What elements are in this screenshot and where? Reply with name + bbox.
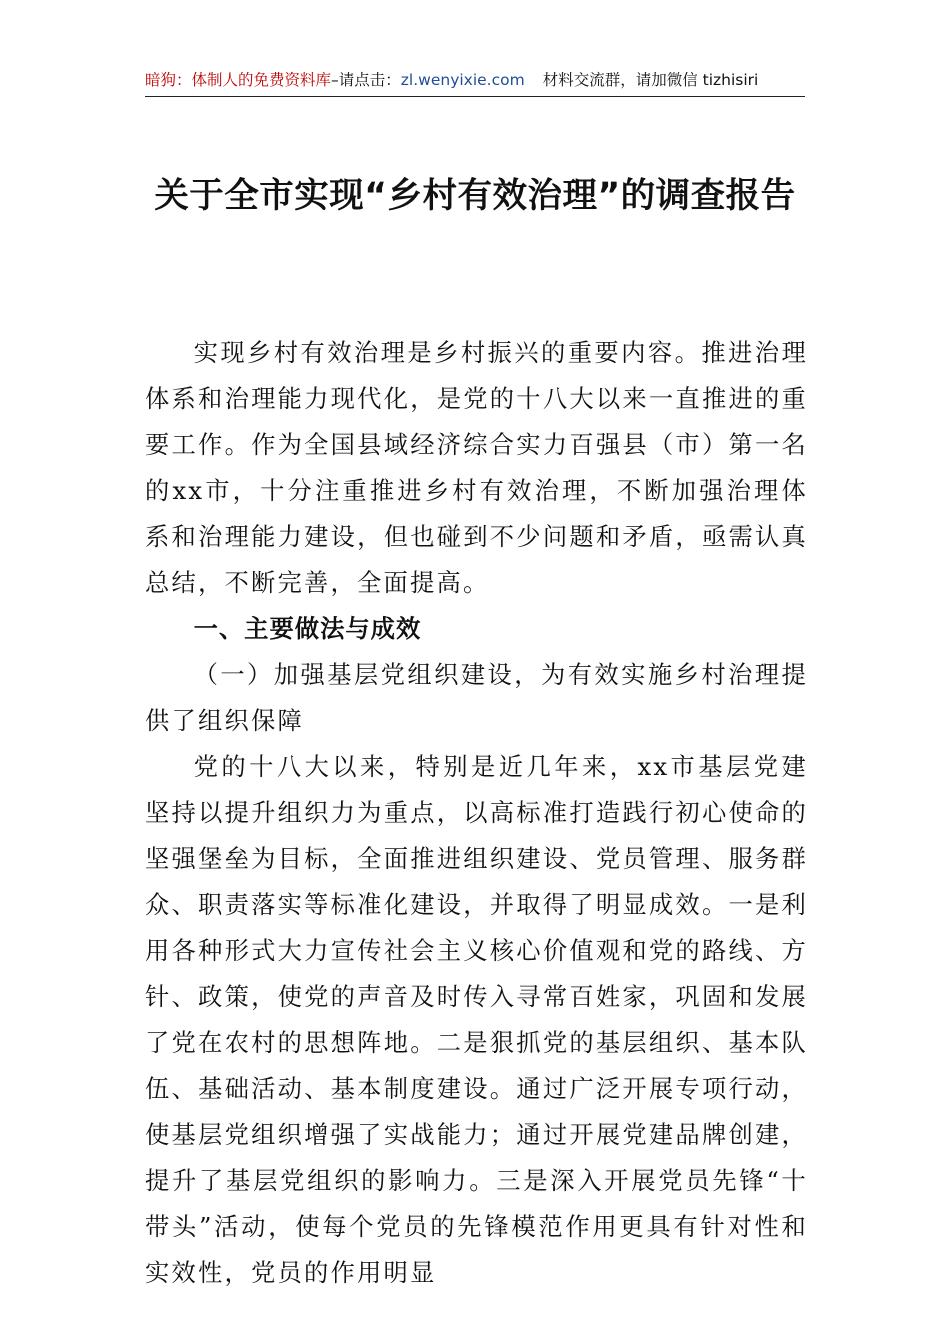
document-title: 关于全市实现“乡村有效治理”的调查报告 [154, 176, 796, 216]
header-click-prompt: –请点击： [331, 71, 401, 89]
document-body [145, 330, 808, 1296]
subsection-heading: （一）加强基层党组织建设，为有效实施乡村治理提供了组织保障 [145, 660, 808, 735]
intro-paragraph: 实现乡村有效治理是乡村振兴的重要内容。推进治理体系和治理能力现代化，是党的十八大以来一直推进的重要工作。作为全国县域经济综合实力百强县（市）第一名的xx市，十分注重推进乡村有效治理，不断加强治理体系和治理能力建设，但也碰到不少问题和矛盾，亟需认真总结，不断完善，全面提高。 [145, 338, 808, 597]
header-group-text: 材料交流群，请加微信 tizhisiri [542, 71, 759, 89]
header-url-link[interactable]: zl.wenyixie.com [400, 71, 525, 89]
body-paragraph: 党的十八大以来，特别是近几年来，xx市基层党建坚持以提升组织力为重点，以高标准打造践行初心使命的坚强堡垒为目标，全面推进组织建设、党员管理、服务群众、职责落实等标准化建设，并取得了明显成效。一是利用各种形式大力宣传社会主义核心价值观和党的路线、方针、政策，使党的声音及时传入寻常百姓家，巩固和发展了党在农村的思想阵地。二是狠抓党的基层组织、基本队伍、基础活动、基本制度建设。通过广泛开展专项行动，使基层党组织增强了实战能力；通过开展党建品牌创建，提升了基层党组织的影响力。三是深入开展党员先锋“十带头”活动，使每个党员的先锋模范作用更具有针对性和实效性，党员的作用明显 [145, 752, 808, 1287]
page-header [145, 66, 805, 97]
section-heading: 一、主要做法与成效 [193, 614, 422, 643]
header-brand: 暗狗：体制人的免费资料库 [145, 71, 332, 89]
